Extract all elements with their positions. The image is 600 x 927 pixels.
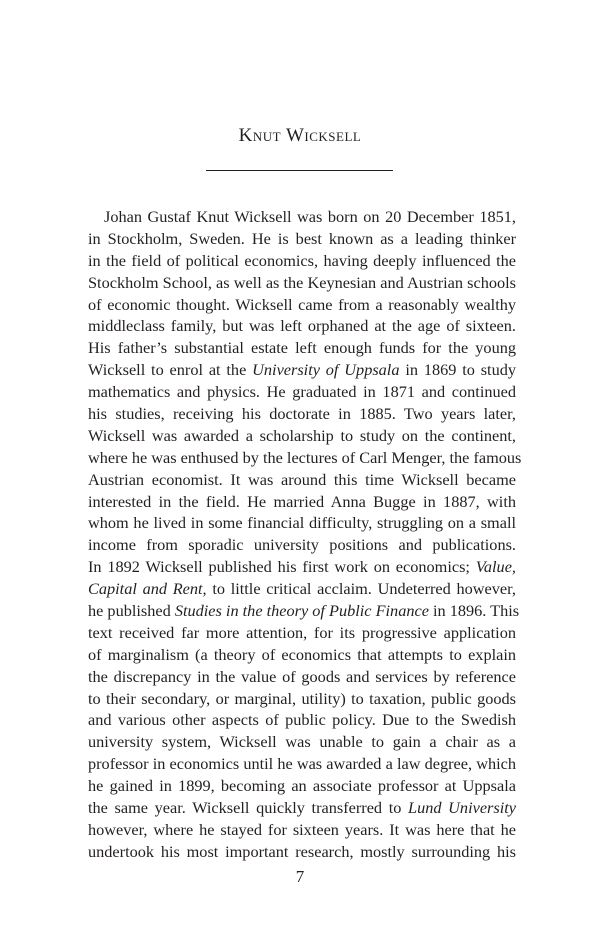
text-line: the discrepancy in the value of goods and services by reference	[88, 666, 516, 686]
title-divider	[206, 170, 393, 171]
text-line: he gained in 1899, becoming an associate professor at Uppsala	[88, 776, 516, 796]
text-line	[88, 359, 516, 381]
text-segment: to little critical acclaim. Undeterred however,	[206, 579, 516, 599]
text-line: Stockholm School, as well as the Keynesian and Austrian schools	[88, 272, 516, 292]
text-line: his studies, receiving his doctorate in 1885. Two years later,	[88, 404, 516, 424]
italic-title: Lund University	[408, 798, 516, 818]
text-line: interested in the field. He married Anna Bugge in 1887, with	[88, 491, 516, 511]
text-line: to their secondary, or marginal, utility) to taxation, public goods	[88, 688, 516, 708]
text-line: undertook his most important research, mostly surrounding his	[88, 841, 516, 861]
text-line: in the field of political economics, having deeply influenced the	[88, 250, 516, 270]
text-segment: in 1896. This	[428, 601, 520, 621]
text-segment: the same year. Wicksell quickly transferred to	[88, 798, 409, 818]
text-segment: in 1869 to study	[399, 360, 516, 380]
text-line: in Stockholm, Sweden. He is best known as a leading thinker	[88, 228, 516, 248]
italic-title: Capital and Rent,	[88, 579, 207, 599]
text-line	[88, 578, 516, 600]
page-number: 7	[295, 867, 305, 886]
text-line: income from sporadic university positions and publications.	[88, 535, 516, 555]
body-paragraph	[88, 206, 522, 863]
text-line: Johan Gustaf Knut Wicksell was born on 20 December 1851,	[104, 207, 516, 226]
text-line: however, where he stayed for sixteen years. It was here that he	[88, 819, 516, 839]
chapter-title: Knut Wicksell	[238, 125, 362, 146]
italic-title: Value,	[475, 557, 516, 577]
text-line: Wicksell was awarded a scholarship to study on the continent,	[88, 425, 516, 445]
text-line: text received far more attention, for its progressive application	[88, 622, 516, 642]
text-segment: Wicksell to enrol at the	[88, 360, 253, 380]
text-line: of economic thought. Wicksell came from a reasonably wealthy	[88, 294, 516, 314]
text-segment: In 1892 Wicksell published his first work on economics;	[88, 557, 476, 577]
text-line: whom he lived in some financial difficulty, struggling on a small	[88, 513, 516, 533]
text-line: professor in economics until he was awarded a law degree, which	[88, 754, 516, 774]
text-line: mathematics and physics. He graduated in 1871 and continued	[88, 382, 516, 402]
text-line	[88, 556, 516, 578]
text-line: Austrian economist. It was around this time Wicksell became	[88, 469, 516, 489]
text-line	[88, 600, 520, 622]
text-line: and various other aspects of public policy. Due to the Swedish	[88, 710, 516, 730]
text-line: university system, Wicksell was unable to gain a chair as a	[88, 732, 516, 752]
italic-title: University of Uppsala	[252, 360, 400, 380]
text-line: of marginalism (a theory of economics that attempts to explain	[88, 644, 516, 664]
text-segment: he published	[88, 601, 175, 621]
text-line: middleclass family, but was left orphaned at the age of sixteen.	[88, 316, 516, 336]
text-line	[88, 797, 516, 819]
text-line: His father’s substantial estate left enough funds for the young	[88, 338, 516, 358]
italic-title: Studies in the theory of Public Finance	[174, 601, 429, 621]
text-line: where he was enthused by the lectures of Carl Menger, the famous	[88, 447, 522, 467]
